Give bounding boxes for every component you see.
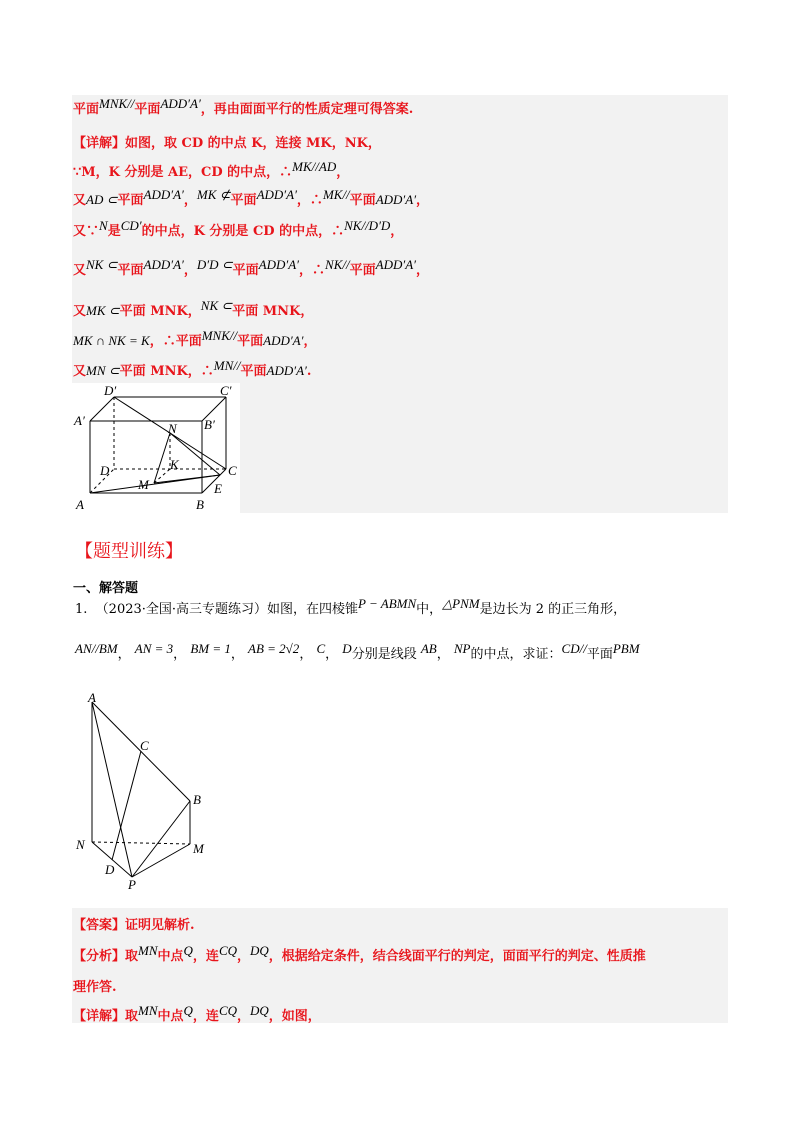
line-6: 又NK ⊂平面ADD′A′，D′D ⊂平面ADD′A′，∴NK//平面ADD′A′， xyxy=(73,257,430,278)
label-N: N xyxy=(168,421,177,436)
line-3: ∵M，K 分别是 AE，CD 的中点，∴MK//AD， xyxy=(73,159,350,180)
label-P: P xyxy=(128,877,136,892)
label-M: M xyxy=(193,841,204,856)
line-5: 又∵N是CD′的中点，K 分别是 CD 的中点，∴NK//D′D， xyxy=(73,218,404,239)
label-B: B xyxy=(193,792,201,807)
line-8: MK ∩ NK = K，∴平面MNK//平面ADD′A′， xyxy=(73,328,317,349)
edge-AP xyxy=(92,702,132,877)
line-9: 又MN ⊂平面 MNK，∴MN//平面ADD′A′. xyxy=(73,358,312,379)
line-7: 又MK ⊂平面 MNK，NK ⊂平面 MNK， xyxy=(73,298,314,319)
pyramid-figure xyxy=(72,692,222,892)
answer-line: 【答案】证明见解析. xyxy=(73,918,195,933)
line-CD xyxy=(112,751,141,860)
label-A: A xyxy=(88,692,96,705)
label-A: A xyxy=(76,497,84,512)
label-D: D xyxy=(100,463,110,478)
analysis-line-1: 【分析】取MN中点Q，连CQ，DQ，根据给定条件，结合线面平行的判定，面面平行的判定、性质推 xyxy=(73,943,646,964)
label-N: N xyxy=(76,837,85,852)
subsection-title: 一、解答题 xyxy=(73,581,139,596)
label-C: C xyxy=(140,738,149,753)
label-Cp: C′ xyxy=(220,383,232,398)
label-E: E xyxy=(214,481,222,496)
label-M: M xyxy=(138,477,149,492)
analysis-line-2: 理作答. xyxy=(73,980,117,995)
question-1-line-2: AN//BM， AN = 3， BM = 1， AB = 2√2， C， D分别是线段 AB， NP的中点，求证：CD//平面PBM xyxy=(75,641,640,662)
edge-NM-hidden xyxy=(92,842,190,844)
line-1: 平面MNK//平面ADD′A′，再由面面平行的性质定理可得答案. xyxy=(73,96,414,117)
cuboid-figure xyxy=(72,383,240,513)
line-4: 又AD ⊂平面ADD′A′，MK ⊄平面ADD′A′，∴MK//平面ADD′A′， xyxy=(73,187,430,208)
label-D: D xyxy=(105,862,115,877)
question-1-line-1: 1. （2023·全国·高三专题练习）如图，在四棱锥P − ABMN中，△PNM是边长为 2 的正三角形， xyxy=(75,596,627,617)
edge-MP xyxy=(132,844,190,877)
section-title: 【题型训练】 xyxy=(75,541,183,562)
label-C: C xyxy=(228,463,237,478)
line-2: 【详解】如图，取 CD 的中点 K，连接 MK，NK， xyxy=(73,136,381,151)
label-Bp: B′ xyxy=(204,417,215,432)
detail-line: 【详解】取MN中点Q，连CQ，DQ，如图， xyxy=(73,1003,321,1024)
label-Dp: D′ xyxy=(104,383,117,398)
label-K: K xyxy=(170,457,179,472)
edge-BP xyxy=(132,801,190,877)
label-B: B xyxy=(196,497,204,512)
label-Ap: A′ xyxy=(74,413,85,428)
